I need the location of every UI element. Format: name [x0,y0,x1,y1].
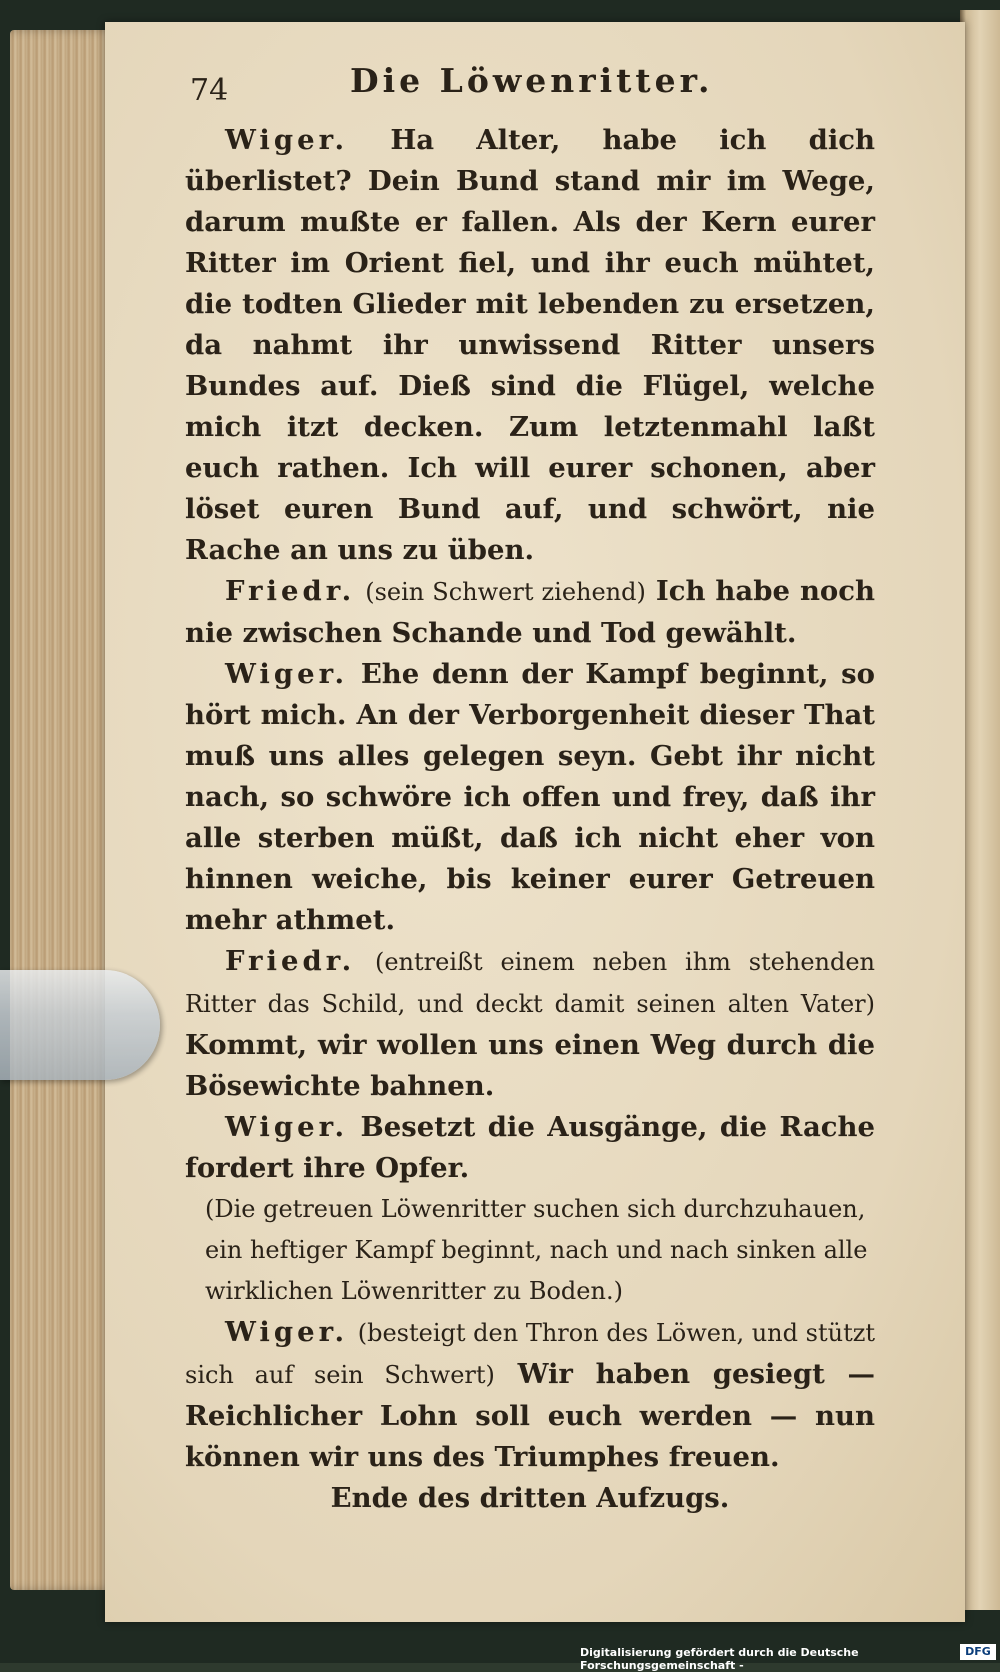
page-header [185,60,875,120]
paragraph-2 [185,571,875,654]
paragraph-1 [185,120,875,571]
speaker-name: Wiger. [225,1111,349,1143]
paragraph-7 [185,1312,875,1478]
stage-direction-block: (Die getreuen Löwenritter suchen sich durchzuhauen, ein heftiger Kampf beginnt, nach und nach sinken alle wirklichen Löwenritter zu Boden.) [205,1195,868,1305]
dialogue-text: Ha Alter, habe ich dich überlistet? Dein Bund stand mir im Wege, darum mußte er fallen. Als der Kern eurer Ritter im Orient fiel, und ihr euch mühtet, die todten Glieder mit lebenden zu ersetzen, da nahmt ihr unwissend Ritter unsers Bundes auf. Dieß sind die Flügel, welche mich itzt decken. Zum letztenmahl laßt euch rathen. Ich will eurer schonen, aber löset euren Bund auf, und schwört, nie Rache an uns zu üben. [185,124,876,566]
digitization-credit: Digitalisierung gefördert durch die Deutsche Forschungsgemeinschaft - [580,1646,859,1672]
stage-direction: (entreißt einem neben ihm stehenden Ritter das Schild, und deckt damit seinen alten Vater) [185,948,875,1018]
dialogue-text: Ehe denn der Kampf beginnt, so hört mich. An der Verborgenheit dieser That muß uns alles gelegen seyn. Gebt ihr nicht nach, so schwöre ich offen und frey, daß ihr alle sterben müßt, daß ich nicht eher von hinnen weiche, bis keiner eurer Getreuen mehr athmet. [185,658,875,936]
paragraph-5 [185,1107,875,1189]
book-page-edges-left [10,30,120,1590]
speaker-name: Wiger. [225,124,349,156]
dialogue-text: Ich habe noch nie zwischen Schande und Tod gewählt. [185,575,876,649]
dialogue-text: Kommt, wir wollen uns einen Weg durch die Bösewichte bahnen. [185,1029,875,1102]
dialogue-text: Besetzt die Ausgänge, die Rache fordert ihre Opfer. [185,1111,875,1184]
page-number: 74 [190,73,229,108]
dfg-logo-icon: DFG [960,1644,996,1660]
page-holder-clip [0,970,160,1080]
dialogue-text: Wir haben gesiegt — Reichlicher Lohn soll euch werden — nun können wir uns des Triumphes freuen. [185,1358,876,1473]
stage-direction: (besteigt den Thron des Löwen, und stützt sich auf sein Schwert) [185,1319,876,1389]
act-end-line: Ende des dritten Aufzugs. [330,1482,730,1514]
book-page-edges-right [960,10,1000,1610]
stage-direction: (sein Schwert ziehend) [365,578,646,606]
speaker-name: Wiger. [225,1316,349,1348]
speaker-name: Friedr. [225,575,356,607]
speaker-name: Wiger. [225,658,349,690]
paragraph-3 [185,654,875,941]
running-title: Die Löwenritter. [350,61,714,100]
speaker-name: Friedr. [225,945,356,977]
paragraph-4 [185,941,875,1107]
page-text [185,60,875,1519]
